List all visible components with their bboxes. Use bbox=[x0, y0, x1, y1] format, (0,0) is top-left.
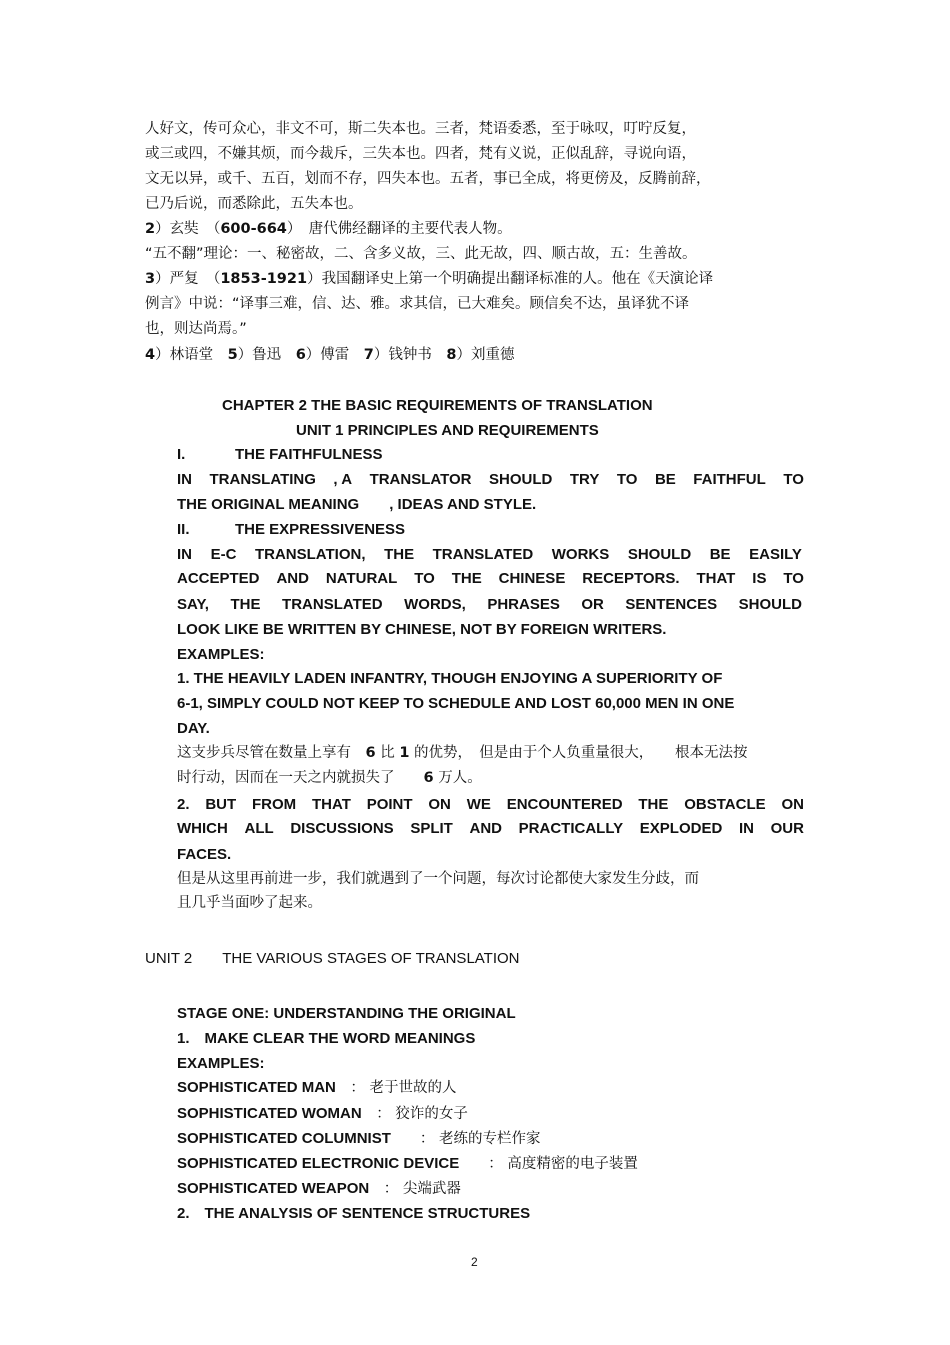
vocab-row: SOPHISTICATED COLUMNIST ： 老练的专栏作家 bbox=[177, 1130, 541, 1147]
section-heading: II. bbox=[177, 521, 190, 538]
text-line: 例言》中说：“译事三难，信、达、雅。求其信，已大难矣。顾信矣不达，虽译犹不译 bbox=[145, 296, 690, 312]
justified-line: ACCEPTED AND NATURAL TO THE CHINESE RECEPTORS. THAT IS TO bbox=[177, 570, 804, 587]
vocab-row: SOPHISTICATED WOMAN ： 狡诈的女子 bbox=[177, 1105, 468, 1122]
text-line: 文无以异，或千、五百，划而不存，四失本也。五者，事已全成，将更傍及，反腾前辞， bbox=[145, 171, 711, 187]
stage-heading: STAGE ONE: UNDERSTANDING THE ORIGINAL bbox=[177, 1005, 516, 1022]
vocab-row: SOPHISTICATED WEAPON ： 尖端武器 bbox=[177, 1180, 461, 1197]
section-title: THE EXPRESSIVENESS bbox=[235, 521, 406, 538]
unit-title: UNIT 1 PRINCIPLES AND REQUIREMENTS bbox=[296, 422, 599, 439]
section-title: THE FAITHFULNESS bbox=[235, 446, 383, 463]
justified-line: 2. BUT FROM THAT POINT ON WE ENCOUNTERED THE OBSTACLE ON bbox=[177, 796, 804, 813]
justified-line: IN E-C TRANSLATION, THE TRANSLATED WORKS SHOULD BE EASILY bbox=[177, 546, 802, 563]
translation-line: 且几乎当面吵了起来。 bbox=[177, 895, 322, 911]
translation-line: 但是从这里再前进一步，我们就遇到了一个问题，每次讨论都使大家发生分歧，而 bbox=[177, 871, 699, 887]
page-number: 2 bbox=[471, 1255, 478, 1269]
section-heading: I. bbox=[177, 446, 186, 463]
yanfu-line: 3）严复 （1853-1921）我国翻译史上第一个明确提出翻译标准的人。他在《天演论译 bbox=[145, 271, 714, 287]
vocab-row: SOPHISTICATED MAN ： 老于世故的人 bbox=[177, 1079, 457, 1096]
example-line: 6-1, SIMPLY COULD NOT KEEP TO SCHEDULE AND LOST 60,000 MEN IN ONE bbox=[177, 695, 735, 712]
translators-list: 4）林语堂 5）鲁迅 6）傅雷 7）钱钟书 8）刘重德 bbox=[145, 347, 515, 363]
examples-label: EXAMPLES: bbox=[177, 646, 265, 663]
text-line: 也，则达尚焉。” bbox=[145, 321, 247, 337]
justified-line: WHICH ALL DISCUSSIONS SPLIT AND PRACTICALLY EXPLODED IN OUR bbox=[177, 820, 804, 837]
unit2-title: UNIT 2 THE VARIOUS STAGES OF TRANSLATION bbox=[145, 950, 520, 967]
years: 1853-1921 bbox=[220, 271, 308, 287]
text-line: LOOK LIKE BE WRITTEN BY CHINESE, NOT BY FOREIGN WRITERS. bbox=[177, 621, 667, 638]
example-line: FACES. bbox=[177, 846, 232, 863]
translation-line: 时行动，因而在一天之内就损失了 6 万人。 bbox=[177, 770, 482, 786]
wubufan-line: “五不翻”理论：一、秘密故，二、含多义故，三、此无故，四、顺古故，五：生善故。 bbox=[145, 246, 697, 262]
justified-line: SAY, THE TRANSLATED WORDS, PHRASES OR SENTENCES SHOULD bbox=[177, 596, 802, 613]
text-line: 人好文，传可众心，非文不可，斯二失本也。三者，梵语委悉，至于咏叹，叮咛反复， bbox=[145, 121, 696, 137]
justified-line: IN TRANSLATING , A TRANSLATOR SHOULD TRY TO BE FAITHFUL TO bbox=[177, 471, 804, 488]
example-line: DAY. bbox=[177, 720, 210, 737]
text-line: 或三或四，不嫌其烦，而今裁斥，三失本也。四者，梵有义说，正似乱辞，寻说向语， bbox=[145, 146, 696, 162]
translation-line: 这支步兵尽管在数量上享有 6 比 1 的优势， 但是由于个人负重量很大， 根本无法按 bbox=[177, 745, 748, 761]
text-line: 已乃后说，而悉除此，五失本也。 bbox=[145, 196, 363, 212]
example-line: 1. THE HEAVILY LADEN INFANTRY, THOUGH ENJOYING A SUPERIORITY OF bbox=[177, 670, 723, 687]
examples-label: EXAMPLES: bbox=[177, 1055, 265, 1072]
text-line: THE ORIGINAL MEANING , IDEAS AND STYLE. bbox=[177, 496, 537, 513]
vocab-row: SOPHISTICATED ELECTRONIC DEVICE ： 高度精密的电子装置 bbox=[177, 1155, 638, 1172]
item-number: 2 bbox=[145, 221, 156, 237]
chapter-title: CHAPTER 2 THE BASIC REQUIREMENTS OF TRANSLATION bbox=[222, 397, 653, 414]
list-item: 1. MAKE CLEAR THE WORD MEANINGS bbox=[177, 1030, 476, 1047]
years: 600-664 bbox=[220, 221, 287, 237]
item-number: 3 bbox=[145, 271, 156, 287]
xuanzang-line: 2）玄奘 （600-664） 唐代佛经翻译的主要代表人物。 bbox=[145, 221, 512, 237]
list-item: 2. THE ANALYSIS OF SENTENCE STRUCTURES bbox=[177, 1205, 531, 1222]
